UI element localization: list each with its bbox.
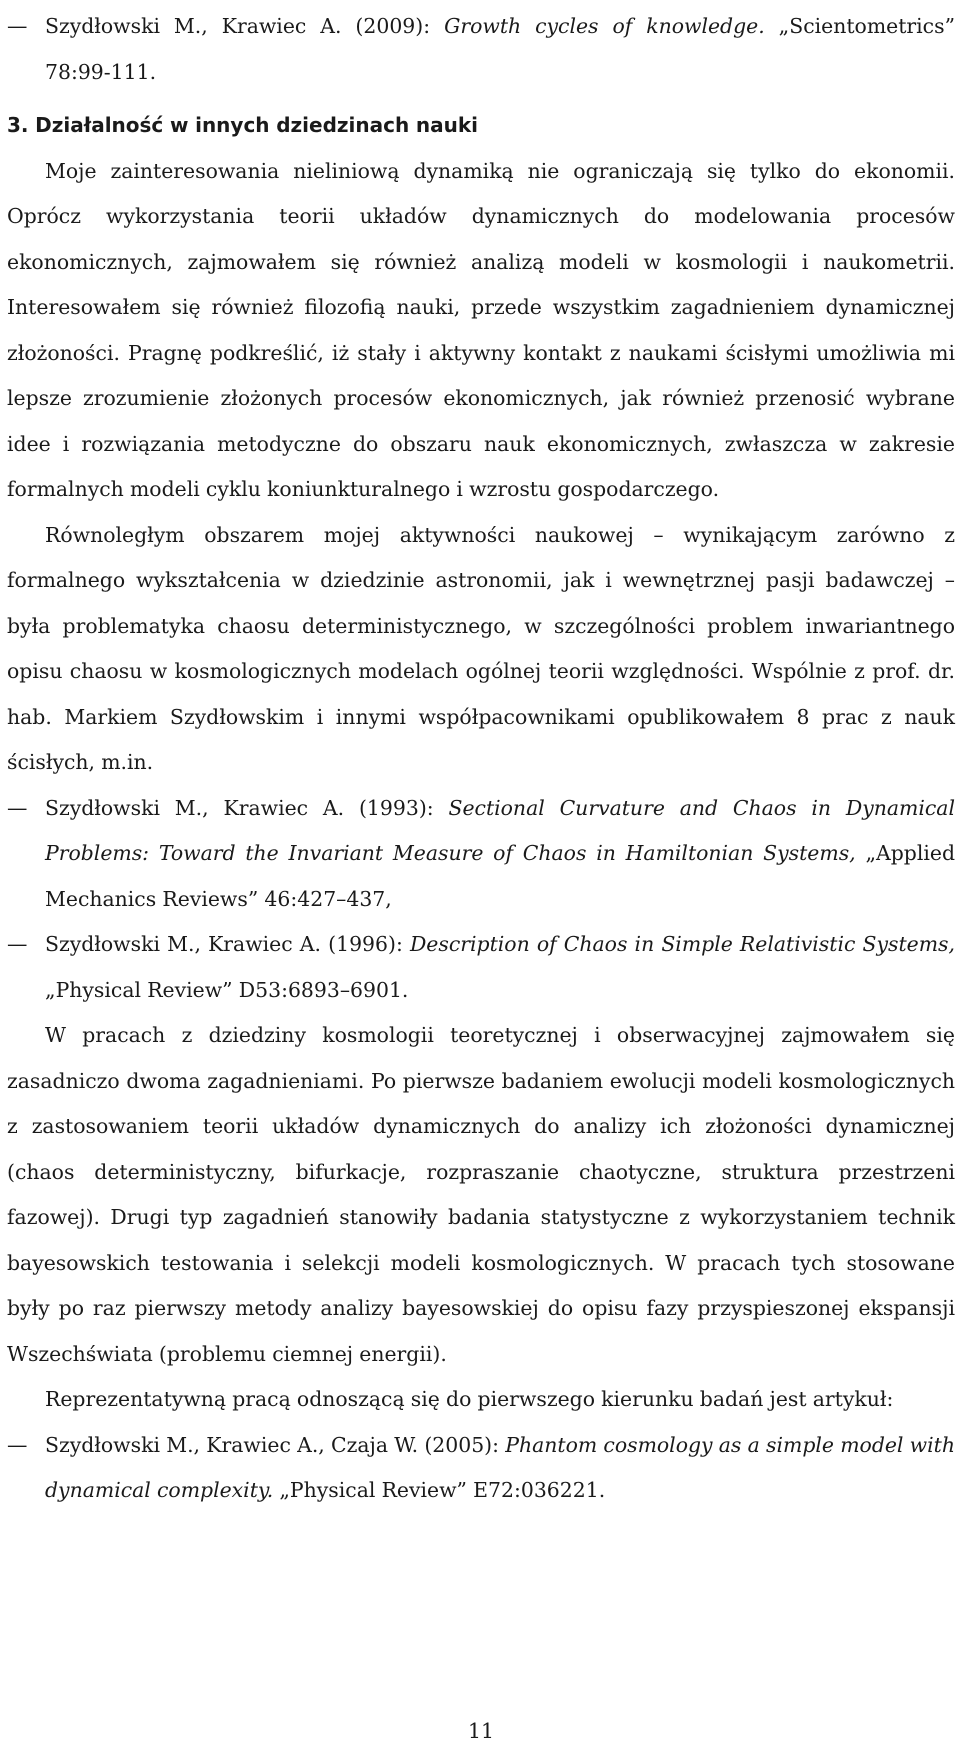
reference-authors: Szydłowski M., Krawiec A. (2009): <box>45 14 445 38</box>
reference-authors: Szydłowski M., Krawiec A., Czaja W. (2005): <box>45 1432 506 1457</box>
reference-source: „Physical Review” D53:6893–6901. <box>45 977 409 1002</box>
reference-source: „Applied Mechanics Reviews” 46:427–437, <box>45 841 955 911</box>
reference-title: Phantom cosmology as a simple model with dynamical complexity. <box>45 1432 955 1502</box>
paragraph: W pracach z dziedziny kosmologii teoretycznej i obserwacyjnej zajmowałem się zasadniczo dwoma zagadnieniami. Po pierwsze badaniem ewolucji modeli kosmologicznych z zastosowaniem teorii układów dynamicznych do analizy ich złożoności dynamicznej (chaos deterministyczny, bifurkacje, rozpraszanie chaotyczne, struktura przestrzeni fazowej). Drugi typ zagadnień stanowiły badania statystyczne z wykorzystaniem technik bayesowskich testowania i selekcji modeli kosmologicznych. W pracach tych stosowane były po raz pierwszy metody analizy bayesowskiej do opisu fazy przyspieszonej ekspansji Wszechświata (problemu ciemnej energii). <box>7 1023 955 1366</box>
reference-title: Growth cycles of knowledge. <box>444 14 765 38</box>
reference-dash: — <box>7 932 28 956</box>
page-number: 11 <box>468 1719 494 1743</box>
body-text <box>7 4 955 1514</box>
reference-source: „Physical Review” E72:036221. <box>273 1478 606 1502</box>
reference-dash: — <box>7 795 28 820</box>
paragraph: Reprezentatywną pracą odnoszącą się do pierwszego kierunku badań jest artykuł: <box>45 1387 894 1411</box>
reference-item <box>7 922 955 1013</box>
paragraph: Równoległym obszarem mojej aktywności naukowej – wynikającym zarówno z formalnego wykształcenia w dziedzinie astronomii, jak i wewnętrznej pasji badawczej – była problematyka chaosu deterministycznego, w szczególności problem inwariantnego opisu chaosu w kosmologicznych modelach ogólnej teorii względności. Wspólnie z prof. dr. hab. Markiem Szydłowskim i innymi współpacownikami opublikowałem 8 prac z nauk ścisłych, m.in. <box>7 522 955 774</box>
paragraph: Moje zainteresowania nieliniową dynamiką nie ograniczają się tylko do ekonomii. Oprócz wykorzystania teorii układów dynamicznych do modelowania procesów ekonomicznych, zajmowałem się również analizą modeli w kosmologii i naukometrii. Interesowałem się również filozofią nauki, przede wszystkim zagadnieniem dynamicznej złożoności. Pragnę podkreślić, iż stały i aktywny kontakt z naukami ścisłymi umożliwia mi lepsze zrozumienie złożonych procesów ekonomicznych, jak również przenosić wybrane idee i rozwiązania metodyczne do obszaru nauk ekonomicznych, zwłaszcza w zakresie formalnych modeli cyklu koniunkturalnego i wzrostu gospodarczego. <box>7 158 955 501</box>
reference-authors: Szydłowski M., Krawiec A. (1993): <box>45 795 449 820</box>
document-page <box>7 0 955 1760</box>
reference-item <box>7 1423 955 1514</box>
reference-item <box>7 4 955 95</box>
reference-item <box>7 786 955 923</box>
reference-title: Sectional Curvature and Chaos in Dynamical Problems: Toward the Invariant Measure of Chaos in Hamiltonian Systems, <box>45 795 955 865</box>
section-heading: 3. Działalność w innych dziedzinach nauki <box>7 113 479 137</box>
reference-dash: — <box>7 1432 28 1457</box>
reference-title: Description of Chaos in Simple Relativistic Systems, <box>409 932 956 956</box>
reference-source: „Scientometrics” 78:99-111. <box>45 14 955 84</box>
reference-dash: — <box>7 14 28 38</box>
reference-authors: Szydłowski M., Krawiec A. (1996): <box>45 932 410 956</box>
